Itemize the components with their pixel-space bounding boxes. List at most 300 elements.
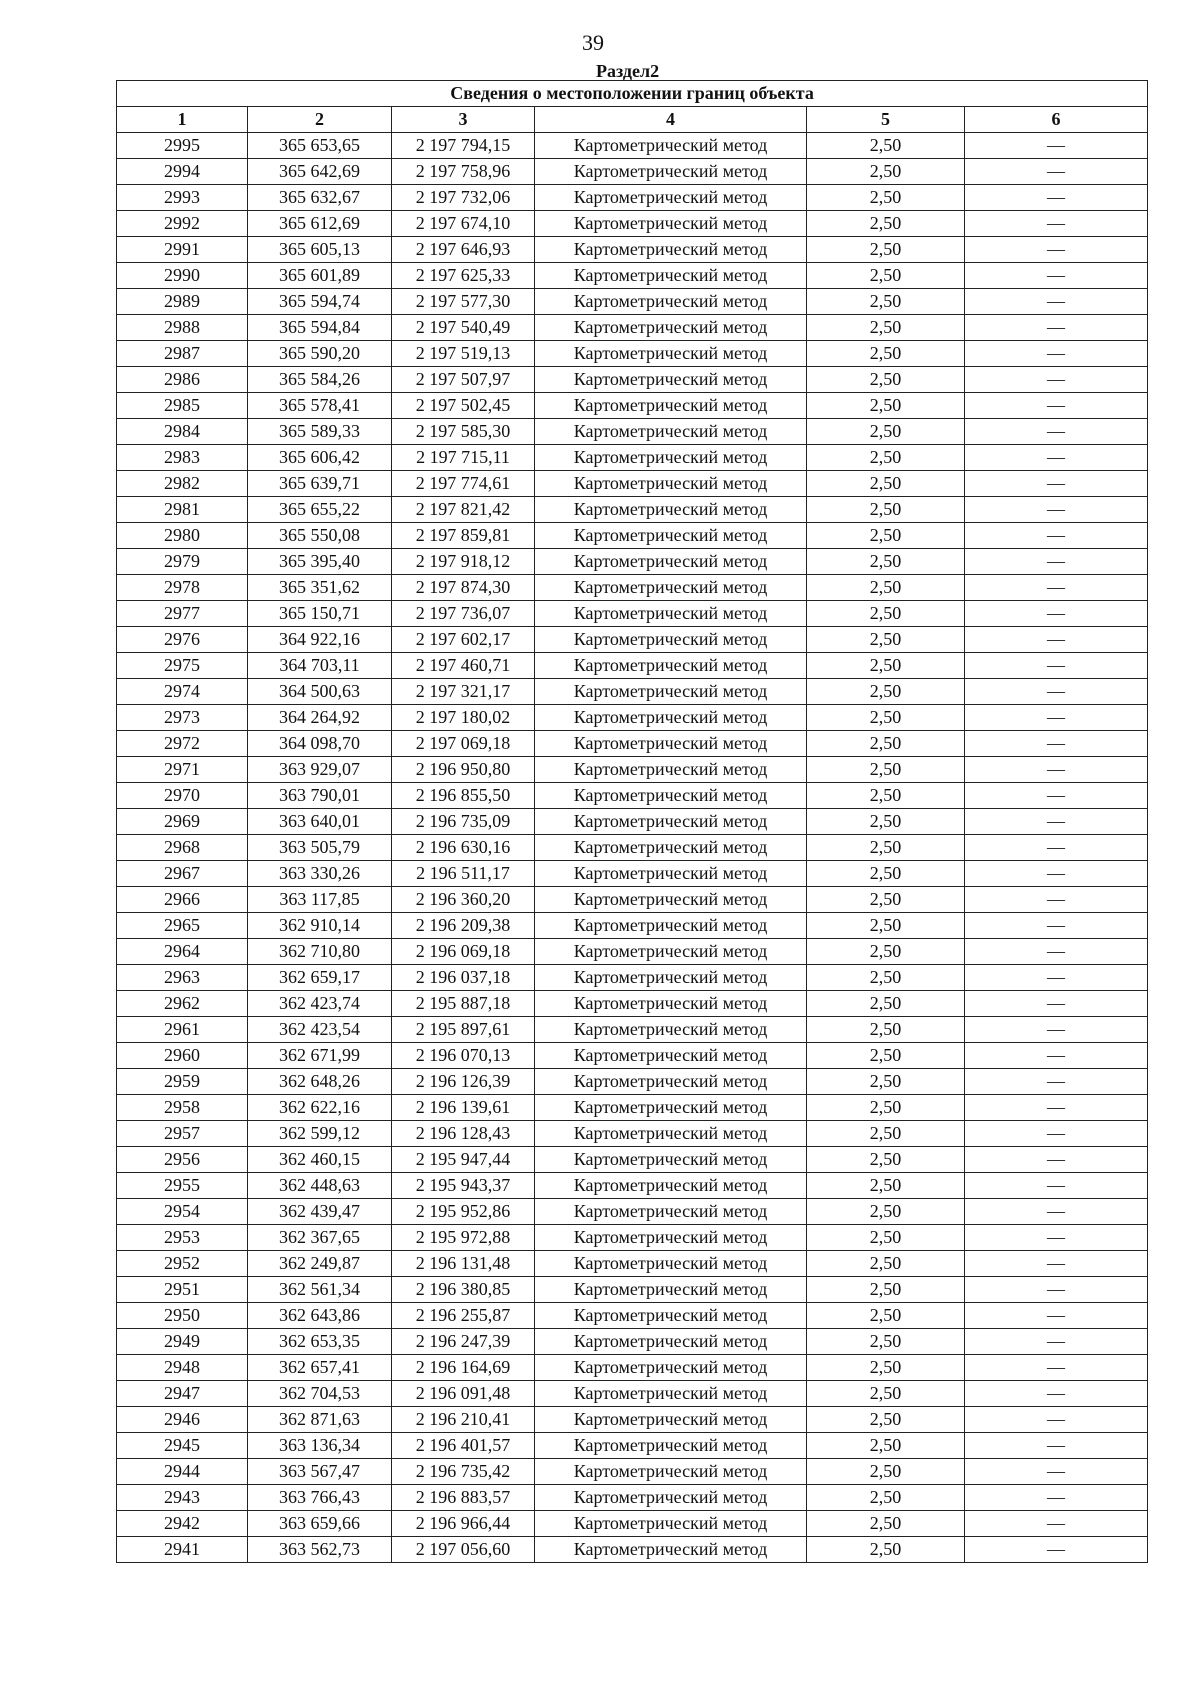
note-cell: — <box>965 497 1148 523</box>
method-cell: Картометрический метод <box>535 1277 807 1303</box>
y-coordinate-cell: 2 196 855,50 <box>392 783 535 809</box>
y-coordinate-cell: 2 197 859,81 <box>392 523 535 549</box>
y-coordinate-cell: 2 196 070,13 <box>392 1043 535 1069</box>
note-cell: — <box>965 549 1148 575</box>
note-cell: — <box>965 1537 1148 1563</box>
table-row <box>117 939 1148 965</box>
note-cell: — <box>965 757 1148 783</box>
accuracy-cell: 2,50 <box>807 1147 965 1173</box>
x-coordinate-cell: 362 423,54 <box>248 1017 392 1043</box>
point-number-cell: 2964 <box>117 939 248 965</box>
note-cell: — <box>965 887 1148 913</box>
table-row <box>117 887 1148 913</box>
point-number-cell: 2947 <box>117 1381 248 1407</box>
note-cell: — <box>965 185 1148 211</box>
x-coordinate-cell: 363 766,43 <box>248 1485 392 1511</box>
column-header: 2 <box>248 107 392 133</box>
point-number-cell: 2983 <box>117 445 248 471</box>
method-cell: Картометрический метод <box>535 1173 807 1199</box>
x-coordinate-cell: 365 605,13 <box>248 237 392 263</box>
table-row <box>117 1199 1148 1225</box>
point-number-cell: 2943 <box>117 1485 248 1511</box>
accuracy-cell: 2,50 <box>807 809 965 835</box>
table-row <box>117 1017 1148 1043</box>
method-cell: Картометрический метод <box>535 1043 807 1069</box>
table-row <box>117 367 1148 393</box>
y-coordinate-cell: 2 197 069,18 <box>392 731 535 757</box>
note-cell: — <box>965 1017 1148 1043</box>
method-cell: Картометрический метод <box>535 1511 807 1537</box>
accuracy-cell: 2,50 <box>807 1407 965 1433</box>
accuracy-cell: 2,50 <box>807 575 965 601</box>
note-cell: — <box>965 237 1148 263</box>
point-number-cell: 2980 <box>117 523 248 549</box>
table-row <box>117 237 1148 263</box>
y-coordinate-cell: 2 197 602,17 <box>392 627 535 653</box>
method-cell: Картометрический метод <box>535 445 807 471</box>
x-coordinate-cell: 363 929,07 <box>248 757 392 783</box>
x-coordinate-cell: 365 150,71 <box>248 601 392 627</box>
x-coordinate-cell: 365 639,71 <box>248 471 392 497</box>
table-row <box>117 263 1148 289</box>
note-cell: — <box>965 1173 1148 1199</box>
point-number-cell: 2994 <box>117 159 248 185</box>
point-number-cell: 2981 <box>117 497 248 523</box>
accuracy-cell: 2,50 <box>807 1121 965 1147</box>
method-cell: Картометрический метод <box>535 679 807 705</box>
method-cell: Картометрический метод <box>535 549 807 575</box>
y-coordinate-cell: 2 197 056,60 <box>392 1537 535 1563</box>
note-cell: — <box>965 523 1148 549</box>
method-cell: Картометрический метод <box>535 393 807 419</box>
method-cell: Картометрический метод <box>535 939 807 965</box>
note-cell: — <box>965 627 1148 653</box>
table-row <box>117 549 1148 575</box>
accuracy-cell: 2,50 <box>807 1173 965 1199</box>
y-coordinate-cell: 2 197 625,33 <box>392 263 535 289</box>
accuracy-cell: 2,50 <box>807 965 965 991</box>
x-coordinate-cell: 365 584,26 <box>248 367 392 393</box>
table-title: Сведения о местоположении границ объекта <box>117 81 1148 107</box>
method-cell: Картометрический метод <box>535 1121 807 1147</box>
y-coordinate-cell: 2 196 091,48 <box>392 1381 535 1407</box>
column-header: 5 <box>807 107 965 133</box>
y-coordinate-cell: 2 195 947,44 <box>392 1147 535 1173</box>
x-coordinate-cell: 365 642,69 <box>248 159 392 185</box>
boundary-coordinates-table <box>116 80 1148 1563</box>
method-cell: Картометрический метод <box>535 289 807 315</box>
point-number-cell: 2986 <box>117 367 248 393</box>
note-cell: — <box>965 1147 1148 1173</box>
table-row <box>117 1303 1148 1329</box>
point-number-cell: 2982 <box>117 471 248 497</box>
y-coordinate-cell: 2 197 674,10 <box>392 211 535 237</box>
x-coordinate-cell: 363 505,79 <box>248 835 392 861</box>
accuracy-cell: 2,50 <box>807 159 965 185</box>
point-number-cell: 2942 <box>117 1511 248 1537</box>
y-coordinate-cell: 2 196 139,61 <box>392 1095 535 1121</box>
note-cell: — <box>965 419 1148 445</box>
accuracy-cell: 2,50 <box>807 1017 965 1043</box>
y-coordinate-cell: 2 196 883,57 <box>392 1485 535 1511</box>
x-coordinate-cell: 365 550,08 <box>248 523 392 549</box>
point-number-cell: 2970 <box>117 783 248 809</box>
note-cell: — <box>965 1511 1148 1537</box>
accuracy-cell: 2,50 <box>807 1043 965 1069</box>
x-coordinate-cell: 362 653,35 <box>248 1329 392 1355</box>
note-cell: — <box>965 1277 1148 1303</box>
point-number-cell: 2949 <box>117 1329 248 1355</box>
y-coordinate-cell: 2 196 380,85 <box>392 1277 535 1303</box>
y-coordinate-cell: 2 196 255,87 <box>392 1303 535 1329</box>
note-cell: — <box>965 1381 1148 1407</box>
y-coordinate-cell: 2 196 128,43 <box>392 1121 535 1147</box>
column-header: 3 <box>392 107 535 133</box>
method-cell: Картометрический метод <box>535 471 807 497</box>
x-coordinate-cell: 363 562,73 <box>248 1537 392 1563</box>
point-number-cell: 2966 <box>117 887 248 913</box>
accuracy-cell: 2,50 <box>807 549 965 575</box>
point-number-cell: 2960 <box>117 1043 248 1069</box>
y-coordinate-cell: 2 196 131,48 <box>392 1251 535 1277</box>
method-cell: Картометрический метод <box>535 653 807 679</box>
method-cell: Картометрический метод <box>535 419 807 445</box>
y-coordinate-cell: 2 196 630,16 <box>392 835 535 861</box>
point-number-cell: 2948 <box>117 1355 248 1381</box>
point-number-cell: 2991 <box>117 237 248 263</box>
table-row <box>117 419 1148 445</box>
table-row <box>117 1381 1148 1407</box>
method-cell: Картометрический метод <box>535 1355 807 1381</box>
table-row <box>117 1095 1148 1121</box>
y-coordinate-cell: 2 197 874,30 <box>392 575 535 601</box>
x-coordinate-cell: 362 910,14 <box>248 913 392 939</box>
table-row <box>117 731 1148 757</box>
accuracy-cell: 2,50 <box>807 367 965 393</box>
note-cell: — <box>965 133 1148 159</box>
point-number-cell: 2979 <box>117 549 248 575</box>
column-header: 6 <box>965 107 1148 133</box>
point-number-cell: 2995 <box>117 133 248 159</box>
table-row <box>117 211 1148 237</box>
table-row <box>117 757 1148 783</box>
method-cell: Картометрический метод <box>535 211 807 237</box>
note-cell: — <box>965 1121 1148 1147</box>
x-coordinate-cell: 365 655,22 <box>248 497 392 523</box>
table-row <box>117 497 1148 523</box>
method-cell: Картометрический метод <box>535 1225 807 1251</box>
note-cell: — <box>965 1225 1148 1251</box>
method-cell: Картометрический метод <box>535 1095 807 1121</box>
note-cell: — <box>965 211 1148 237</box>
y-coordinate-cell: 2 196 735,42 <box>392 1459 535 1485</box>
x-coordinate-cell: 365 594,84 <box>248 315 392 341</box>
y-coordinate-cell: 2 195 887,18 <box>392 991 535 1017</box>
note-cell: — <box>965 1303 1148 1329</box>
accuracy-cell: 2,50 <box>807 731 965 757</box>
column-header: 1 <box>117 107 248 133</box>
accuracy-cell: 2,50 <box>807 1537 965 1563</box>
accuracy-cell: 2,50 <box>807 1381 965 1407</box>
note-cell: — <box>965 1355 1148 1381</box>
table-row <box>117 1069 1148 1095</box>
point-number-cell: 2954 <box>117 1199 248 1225</box>
accuracy-cell: 2,50 <box>807 1329 965 1355</box>
accuracy-cell: 2,50 <box>807 1511 965 1537</box>
x-coordinate-cell: 363 659,66 <box>248 1511 392 1537</box>
y-coordinate-cell: 2 197 732,06 <box>392 185 535 211</box>
note-cell: — <box>965 575 1148 601</box>
note-cell: — <box>965 939 1148 965</box>
accuracy-cell: 2,50 <box>807 315 965 341</box>
table-row <box>117 1225 1148 1251</box>
method-cell: Картометрический метод <box>535 523 807 549</box>
method-cell: Картометрический метод <box>535 237 807 263</box>
note-cell: — <box>965 835 1148 861</box>
x-coordinate-cell: 364 922,16 <box>248 627 392 653</box>
table-row <box>117 835 1148 861</box>
point-number-cell: 2967 <box>117 861 248 887</box>
x-coordinate-cell: 365 632,67 <box>248 185 392 211</box>
y-coordinate-cell: 2 195 897,61 <box>392 1017 535 1043</box>
note-cell: — <box>965 1485 1148 1511</box>
method-cell: Картометрический метод <box>535 185 807 211</box>
x-coordinate-cell: 362 710,80 <box>248 939 392 965</box>
accuracy-cell: 2,50 <box>807 1225 965 1251</box>
table-row <box>117 1121 1148 1147</box>
method-cell: Картометрический метод <box>535 133 807 159</box>
x-coordinate-cell: 363 640,01 <box>248 809 392 835</box>
table-row <box>117 133 1148 159</box>
x-coordinate-cell: 362 648,26 <box>248 1069 392 1095</box>
point-number-cell: 2975 <box>117 653 248 679</box>
method-cell: Картометрический метод <box>535 341 807 367</box>
y-coordinate-cell: 2 197 774,61 <box>392 471 535 497</box>
note-cell: — <box>965 601 1148 627</box>
table-row <box>117 315 1148 341</box>
table-row <box>117 1485 1148 1511</box>
x-coordinate-cell: 365 578,41 <box>248 393 392 419</box>
table-row <box>117 159 1148 185</box>
note-cell: — <box>965 159 1148 185</box>
y-coordinate-cell: 2 197 321,17 <box>392 679 535 705</box>
accuracy-cell: 2,50 <box>807 705 965 731</box>
accuracy-cell: 2,50 <box>807 497 965 523</box>
accuracy-cell: 2,50 <box>807 1433 965 1459</box>
accuracy-cell: 2,50 <box>807 289 965 315</box>
accuracy-cell: 2,50 <box>807 939 965 965</box>
y-coordinate-cell: 2 197 460,71 <box>392 653 535 679</box>
point-number-cell: 2992 <box>117 211 248 237</box>
accuracy-cell: 2,50 <box>807 835 965 861</box>
method-cell: Картометрический метод <box>535 263 807 289</box>
table-title-row <box>117 81 1148 107</box>
point-number-cell: 2978 <box>117 575 248 601</box>
y-coordinate-cell: 2 196 069,18 <box>392 939 535 965</box>
y-coordinate-cell: 2 197 577,30 <box>392 289 535 315</box>
point-number-cell: 2959 <box>117 1069 248 1095</box>
point-number-cell: 2953 <box>117 1225 248 1251</box>
accuracy-cell: 2,50 <box>807 913 965 939</box>
method-cell: Картометрический метод <box>535 757 807 783</box>
y-coordinate-cell: 2 197 794,15 <box>392 133 535 159</box>
method-cell: Картометрический метод <box>535 809 807 835</box>
note-cell: — <box>965 653 1148 679</box>
table-row <box>117 1433 1148 1459</box>
note-cell: — <box>965 1043 1148 1069</box>
accuracy-cell: 2,50 <box>807 679 965 705</box>
x-coordinate-cell: 365 594,74 <box>248 289 392 315</box>
accuracy-cell: 2,50 <box>807 601 965 627</box>
x-coordinate-cell: 364 703,11 <box>248 653 392 679</box>
point-number-cell: 2963 <box>117 965 248 991</box>
note-cell: — <box>965 705 1148 731</box>
y-coordinate-cell: 2 196 164,69 <box>392 1355 535 1381</box>
x-coordinate-cell: 365 612,69 <box>248 211 392 237</box>
table-row <box>117 445 1148 471</box>
point-number-cell: 2989 <box>117 289 248 315</box>
note-cell: — <box>965 471 1148 497</box>
x-coordinate-cell: 363 117,85 <box>248 887 392 913</box>
point-number-cell: 2951 <box>117 1277 248 1303</box>
table-row <box>117 341 1148 367</box>
table-row <box>117 471 1148 497</box>
table-row <box>117 1511 1148 1537</box>
method-cell: Картометрический метод <box>535 1199 807 1225</box>
accuracy-cell: 2,50 <box>807 133 965 159</box>
method-cell: Картометрический метод <box>535 887 807 913</box>
x-coordinate-cell: 363 136,34 <box>248 1433 392 1459</box>
point-number-cell: 2973 <box>117 705 248 731</box>
y-coordinate-cell: 2 196 209,38 <box>392 913 535 939</box>
y-coordinate-cell: 2 196 401,57 <box>392 1433 535 1459</box>
accuracy-cell: 2,50 <box>807 627 965 653</box>
method-cell: Картометрический метод <box>535 913 807 939</box>
method-cell: Картометрический метод <box>535 1433 807 1459</box>
method-cell: Картометрический метод <box>535 1329 807 1355</box>
point-number-cell: 2971 <box>117 757 248 783</box>
accuracy-cell: 2,50 <box>807 1095 965 1121</box>
x-coordinate-cell: 365 653,65 <box>248 133 392 159</box>
y-coordinate-cell: 2 197 502,45 <box>392 393 535 419</box>
point-number-cell: 2962 <box>117 991 248 1017</box>
point-number-cell: 2968 <box>117 835 248 861</box>
method-cell: Картометрический метод <box>535 1459 807 1485</box>
table-row <box>117 1173 1148 1199</box>
note-cell: — <box>965 913 1148 939</box>
table-row <box>117 1329 1148 1355</box>
x-coordinate-cell: 362 561,34 <box>248 1277 392 1303</box>
point-number-cell: 2976 <box>117 627 248 653</box>
table-row <box>117 1043 1148 1069</box>
x-coordinate-cell: 362 367,65 <box>248 1225 392 1251</box>
x-coordinate-cell: 365 589,33 <box>248 419 392 445</box>
x-coordinate-cell: 363 330,26 <box>248 861 392 887</box>
point-number-cell: 2957 <box>117 1121 248 1147</box>
accuracy-cell: 2,50 <box>807 341 965 367</box>
note-cell: — <box>965 1095 1148 1121</box>
point-number-cell: 2941 <box>117 1537 248 1563</box>
x-coordinate-cell: 365 395,40 <box>248 549 392 575</box>
y-coordinate-cell: 2 196 511,17 <box>392 861 535 887</box>
method-cell: Картометрический метод <box>535 1485 807 1511</box>
table-row <box>117 705 1148 731</box>
x-coordinate-cell: 362 657,41 <box>248 1355 392 1381</box>
y-coordinate-cell: 2 197 519,13 <box>392 341 535 367</box>
table-row <box>117 861 1148 887</box>
note-cell: — <box>965 393 1148 419</box>
table-row <box>117 1277 1148 1303</box>
y-coordinate-cell: 2 197 918,12 <box>392 549 535 575</box>
accuracy-cell: 2,50 <box>807 991 965 1017</box>
accuracy-cell: 2,50 <box>807 471 965 497</box>
table-row <box>117 965 1148 991</box>
x-coordinate-cell: 362 704,53 <box>248 1381 392 1407</box>
method-cell: Картометрический метод <box>535 1303 807 1329</box>
table-row <box>117 575 1148 601</box>
method-cell: Картометрический метод <box>535 731 807 757</box>
point-number-cell: 2972 <box>117 731 248 757</box>
note-cell: — <box>965 289 1148 315</box>
point-number-cell: 2944 <box>117 1459 248 1485</box>
accuracy-cell: 2,50 <box>807 1485 965 1511</box>
table-row <box>117 601 1148 627</box>
note-cell: — <box>965 809 1148 835</box>
point-number-cell: 2950 <box>117 1303 248 1329</box>
y-coordinate-cell: 2 195 952,86 <box>392 1199 535 1225</box>
accuracy-cell: 2,50 <box>807 1303 965 1329</box>
point-number-cell: 2984 <box>117 419 248 445</box>
note-cell: — <box>965 991 1148 1017</box>
note-cell: — <box>965 861 1148 887</box>
method-cell: Картометрический метод <box>535 367 807 393</box>
x-coordinate-cell: 364 500,63 <box>248 679 392 705</box>
table-row <box>117 627 1148 653</box>
accuracy-cell: 2,50 <box>807 237 965 263</box>
accuracy-cell: 2,50 <box>807 861 965 887</box>
y-coordinate-cell: 2 197 758,96 <box>392 159 535 185</box>
y-coordinate-cell: 2 197 715,11 <box>392 445 535 471</box>
y-coordinate-cell: 2 196 037,18 <box>392 965 535 991</box>
method-cell: Картометрический метод <box>535 601 807 627</box>
note-cell: — <box>965 1199 1148 1225</box>
section-label: Раздел2 <box>596 61 660 81</box>
x-coordinate-cell: 362 643,86 <box>248 1303 392 1329</box>
point-number-cell: 2945 <box>117 1433 248 1459</box>
x-coordinate-cell: 362 599,12 <box>248 1121 392 1147</box>
note-cell: — <box>965 1251 1148 1277</box>
method-cell: Картометрический метод <box>535 705 807 731</box>
table-row <box>117 393 1148 419</box>
accuracy-cell: 2,50 <box>807 523 965 549</box>
table-row <box>117 679 1148 705</box>
table-body <box>117 133 1148 1563</box>
table-row <box>117 1147 1148 1173</box>
point-number-cell: 2974 <box>117 679 248 705</box>
x-coordinate-cell: 364 264,92 <box>248 705 392 731</box>
accuracy-cell: 2,50 <box>807 419 965 445</box>
accuracy-cell: 2,50 <box>807 1277 965 1303</box>
y-coordinate-cell: 2 197 540,49 <box>392 315 535 341</box>
point-number-cell: 2985 <box>117 393 248 419</box>
note-cell: — <box>965 445 1148 471</box>
method-cell: Картометрический метод <box>535 1381 807 1407</box>
point-number-cell: 2952 <box>117 1251 248 1277</box>
accuracy-cell: 2,50 <box>807 1251 965 1277</box>
table-row <box>117 783 1148 809</box>
column-number-row <box>117 107 1148 133</box>
accuracy-cell: 2,50 <box>807 1199 965 1225</box>
